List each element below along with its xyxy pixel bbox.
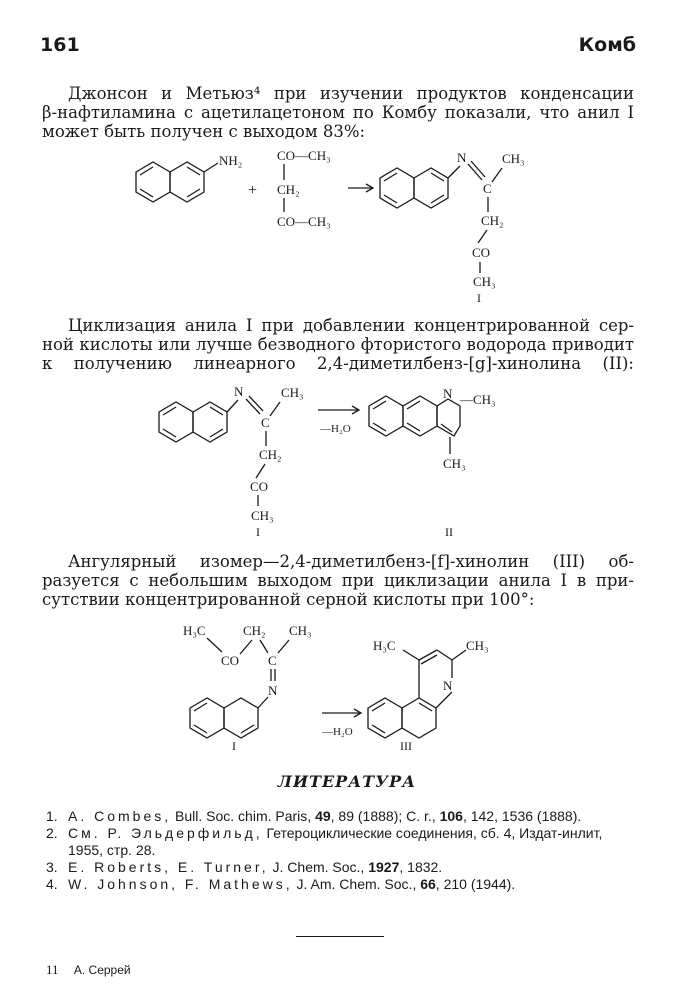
literature-title: ЛИТЕРАТУРА [277, 772, 417, 791]
svg-text:N: N [234, 384, 244, 399]
svg-text:CH₂: CH₂ [481, 213, 504, 228]
running-title: Комб [578, 34, 636, 56]
svg-text:—CH₃: —CH₃ [460, 392, 496, 407]
references-list [46, 808, 636, 893]
svg-text:CO—CH₃: CO—CH₃ [277, 214, 331, 229]
svg-text:C: C [483, 181, 492, 196]
paragraph-line: β-нафтиламина с ацетилацетоном по Комбу показали, что анил I [42, 103, 634, 122]
svg-text:N: N [443, 386, 453, 401]
reference-item: 4. W. Johnson, F. Mathews, J. Am. Chem. Soc., 66, 210 (1944). [46, 876, 516, 892]
signature-mark: 11 [46, 962, 59, 977]
svg-text:CH₃: CH₃ [473, 274, 496, 289]
anil-i-bent-structure [183, 623, 312, 753]
svg-text:CO: CO [472, 245, 491, 260]
svg-text:CH₃: CH₃ [466, 638, 489, 653]
svg-text:—H₂O: —H₂O [322, 726, 353, 738]
svg-text:CH₂: CH₂ [259, 447, 282, 462]
svg-text:CO—CH₃: CO—CH₃ [277, 148, 331, 163]
paragraph-line: Джонсон и Метьюз⁴ при изучении продуктов конденсации [68, 84, 634, 103]
svg-text:I: I [477, 291, 481, 305]
footer-author: А. Серрей [73, 963, 131, 977]
paragraph-line: разуется с небольшим выходом при циклизации анила I в при- [42, 571, 634, 590]
paragraph-line: ной кислоты или лучше безводного фтористого водорода приводит [42, 335, 634, 354]
paragraph-line: Ангулярный изомер—2,4-диметилбенз-[f]-хинолин (III) об- [68, 552, 634, 571]
svg-text:CH₃: CH₃ [289, 623, 312, 638]
reference-item: 2. См. Р. Эльдерфильд, Гетероциклические соединения, сб. 4, Издат-инлит, 1955, стр. 28. [46, 825, 603, 858]
footer [46, 962, 131, 978]
svg-text:I: I [256, 525, 260, 539]
page-number: 161 [40, 34, 80, 56]
svg-text:III: III [400, 739, 412, 753]
svg-text:I: I [232, 739, 236, 753]
svg-text:CH₃: CH₃ [251, 508, 274, 523]
svg-text:H₃C: H₃C [373, 638, 396, 653]
svg-text:CH₃: CH₃ [502, 151, 525, 166]
svg-text:C: C [268, 653, 277, 668]
svg-text:N: N [457, 150, 467, 165]
svg-text:+: + [248, 182, 258, 199]
svg-text:N: N [268, 683, 278, 698]
svg-text:CH₂: CH₂ [277, 182, 300, 197]
nh2-label: NH₂ [219, 153, 243, 168]
paragraph-line: может быть получен с выходом 83%: [42, 122, 366, 141]
svg-text:CH₃: CH₃ [281, 385, 304, 400]
reference-item: 3. E. Roberts, E. Turner, J. Chem. Soc., 1927, 1832. [46, 859, 443, 875]
svg-text:C: C [261, 415, 270, 430]
svg-text:CO: CO [250, 479, 269, 494]
svg-text:N: N [443, 678, 453, 693]
svg-text:CO: CO [221, 653, 240, 668]
svg-text:II: II [445, 525, 453, 539]
paragraph-line: Циклизация анила I при добавлении концентрированной сер- [68, 316, 634, 335]
svg-text:—H₂O: —H₂O [320, 423, 351, 435]
svg-text:H₃C: H₃C [183, 623, 206, 638]
paragraph-line: сутствии концентрированной серной кислоты при 100°: [42, 590, 535, 609]
svg-text:CH₃: CH₃ [443, 456, 466, 471]
reference-item: 1. A. Combes, Bull. Soc. chim. Paris, 49, 89 (1888); C. r., 106, 142, 1536 (1888). [46, 808, 582, 824]
paragraph-line: к получению линеарного 2,4-диметилбенз-[g]-хинолина (II): [42, 354, 634, 373]
benzquinoline-iii-structure [368, 638, 489, 753]
section-divider [296, 936, 384, 937]
svg-text:CH₂: CH₂ [243, 623, 266, 638]
